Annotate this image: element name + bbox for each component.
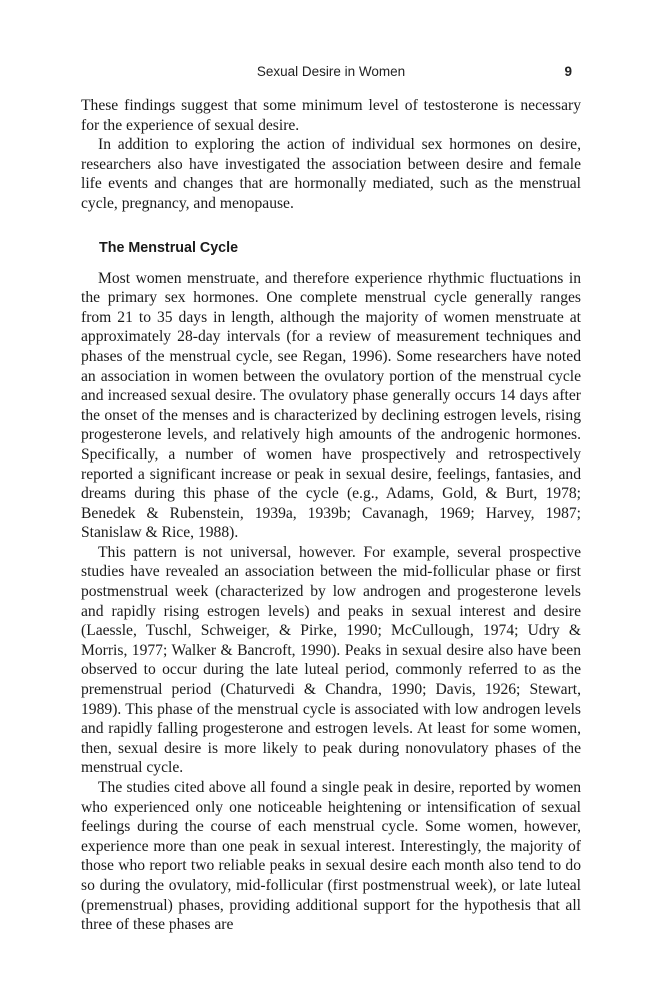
paragraph: In addition to exploring the action of individual sex hormones on desire, researchers also have investigated the association between desire and female life events and changes that are hormonally mediated, such as the menstrual cycle, pregnancy, and menopause. (81, 136, 581, 212)
running-head-title: Sexual Desire in Women (256, 64, 406, 79)
running-head (0, 64, 662, 84)
paragraph: This pattern is not universal, however. For example, several prospective studies have revealed an association between the mid-follicular phase or first postmenstrual week (characterized by low androgen and progesterone levels and rapidly rising estrogen levels) and peaks in sexual interest and desire (Laessle, Tuschl, Schweiger, & Pirke, 1990; McCullough, 1974; Udry & Morris, 1977; Walker & Bancroft, 1990). Peaks in sexual desire also have been observed to occur during the late luteal period, commonly referred to as the premenstrual period (Chaturvedi & Chandra, 1990; Davis, 1926; Stewart, 1989). This phase of the menstrual cycle is associated with low androgen levels and rapidly falling progesterone and estrogen levels. At least for some women, then, sexual desire is more likely to peak during nonovulatory phases of the menstrual cycle. (81, 543, 581, 777)
body-text (81, 96, 581, 935)
paragraph: Most women menstruate, and therefore experience rhythmic fluctuations in the primary sex hormones. One complete menstrual cycle generally ranges from 21 to 35 days in length, although the majority of women menstruate at approximately 28-day intervals (for a review of measurement techniques and phases of the menstrual cycle, see Regan, 1996). Some researchers have noted an association in women between the ovulatory portion of the menstrual cycle and increased sexual desire. The ovulatory phase generally occurs 14 days after the onset of the menses and is characterized by declining estrogen levels, rising progesterone levels, and relatively high amounts of the androgenic hormones. Specifically, a number of women have prospectively and retrospectively reported a significant increase or peak in sexual desire, feelings, fantasies, and dreams during this phase of the cycle (e.g., Adams, Gold, & Burt, 1978; Benedek & Rubenstein, 1939a, 1939b; Cavanagh, 1969; Harvey, 1987; Stanislaw & Rice, 1988). (81, 269, 581, 542)
page-number: 9 (564, 64, 572, 79)
paragraph: These findings suggest that some minimum level of testosterone is necessary for the experience of sexual desire. (81, 97, 581, 134)
paragraph: The studies cited above all found a single peak in desire, reported by women who experienced only one noticeable heightening or intensification of sexual feelings during the course of each menstrual cycle. Some women, however, experience more than one peak in sexual interest. Interestingly, the majority of those who report two reliable peaks in sexual desire each month also tend to do so during the ovulatory, mid-follicular (first postmenstrual week), or late luteal (premenstrual) phases, providing additional support for the hypothesis that all three of these phases are (81, 779, 581, 934)
section-heading: The Menstrual Cycle (99, 239, 239, 256)
